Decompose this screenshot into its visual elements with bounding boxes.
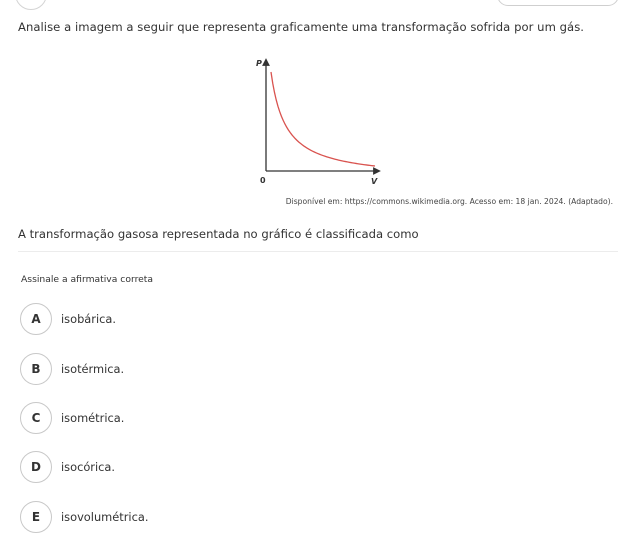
option-c[interactable] (20, 401, 124, 435)
option-letter-badge: B (20, 353, 52, 385)
option-letter-badge: D (20, 451, 52, 483)
origin-label: 0 (260, 176, 266, 185)
option-text: isocórica. (61, 460, 116, 474)
option-text: isométrica. (61, 411, 125, 425)
option-text: isotérmica. (61, 362, 125, 376)
isotherm-curve (271, 72, 375, 166)
pv-graph (253, 56, 383, 190)
x-axis-label: V (371, 177, 378, 186)
option-letter-badge: A (20, 303, 52, 335)
option-e[interactable] (20, 500, 148, 534)
question-text: Analise a imagem a seguir que representa graficamente uma transformação sofrida por um gás. (18, 20, 585, 34)
option-text: isobárica. (61, 312, 116, 326)
divider (18, 251, 618, 252)
option-letter-badge: C (20, 402, 52, 434)
option-letter-badge: E (20, 501, 52, 533)
option-a[interactable] (20, 302, 116, 336)
option-d[interactable] (20, 450, 115, 484)
option-text: isovolumétrica. (61, 510, 149, 524)
image-source-caption: Disponível em: https://commons.wikimedia.org. Acesso em: 18 jan. 2024. (Adaptado). (285, 197, 613, 206)
y-axis-label: P (256, 59, 262, 68)
back-button[interactable] (15, 0, 47, 10)
option-b[interactable] (20, 352, 124, 386)
question-statement: A transformação gasosa representada no gráfico é classificada como (18, 227, 419, 241)
answer-instruction: Assinale a afirmativa correta (21, 274, 154, 285)
top-action-pill[interactable] (497, 0, 619, 6)
